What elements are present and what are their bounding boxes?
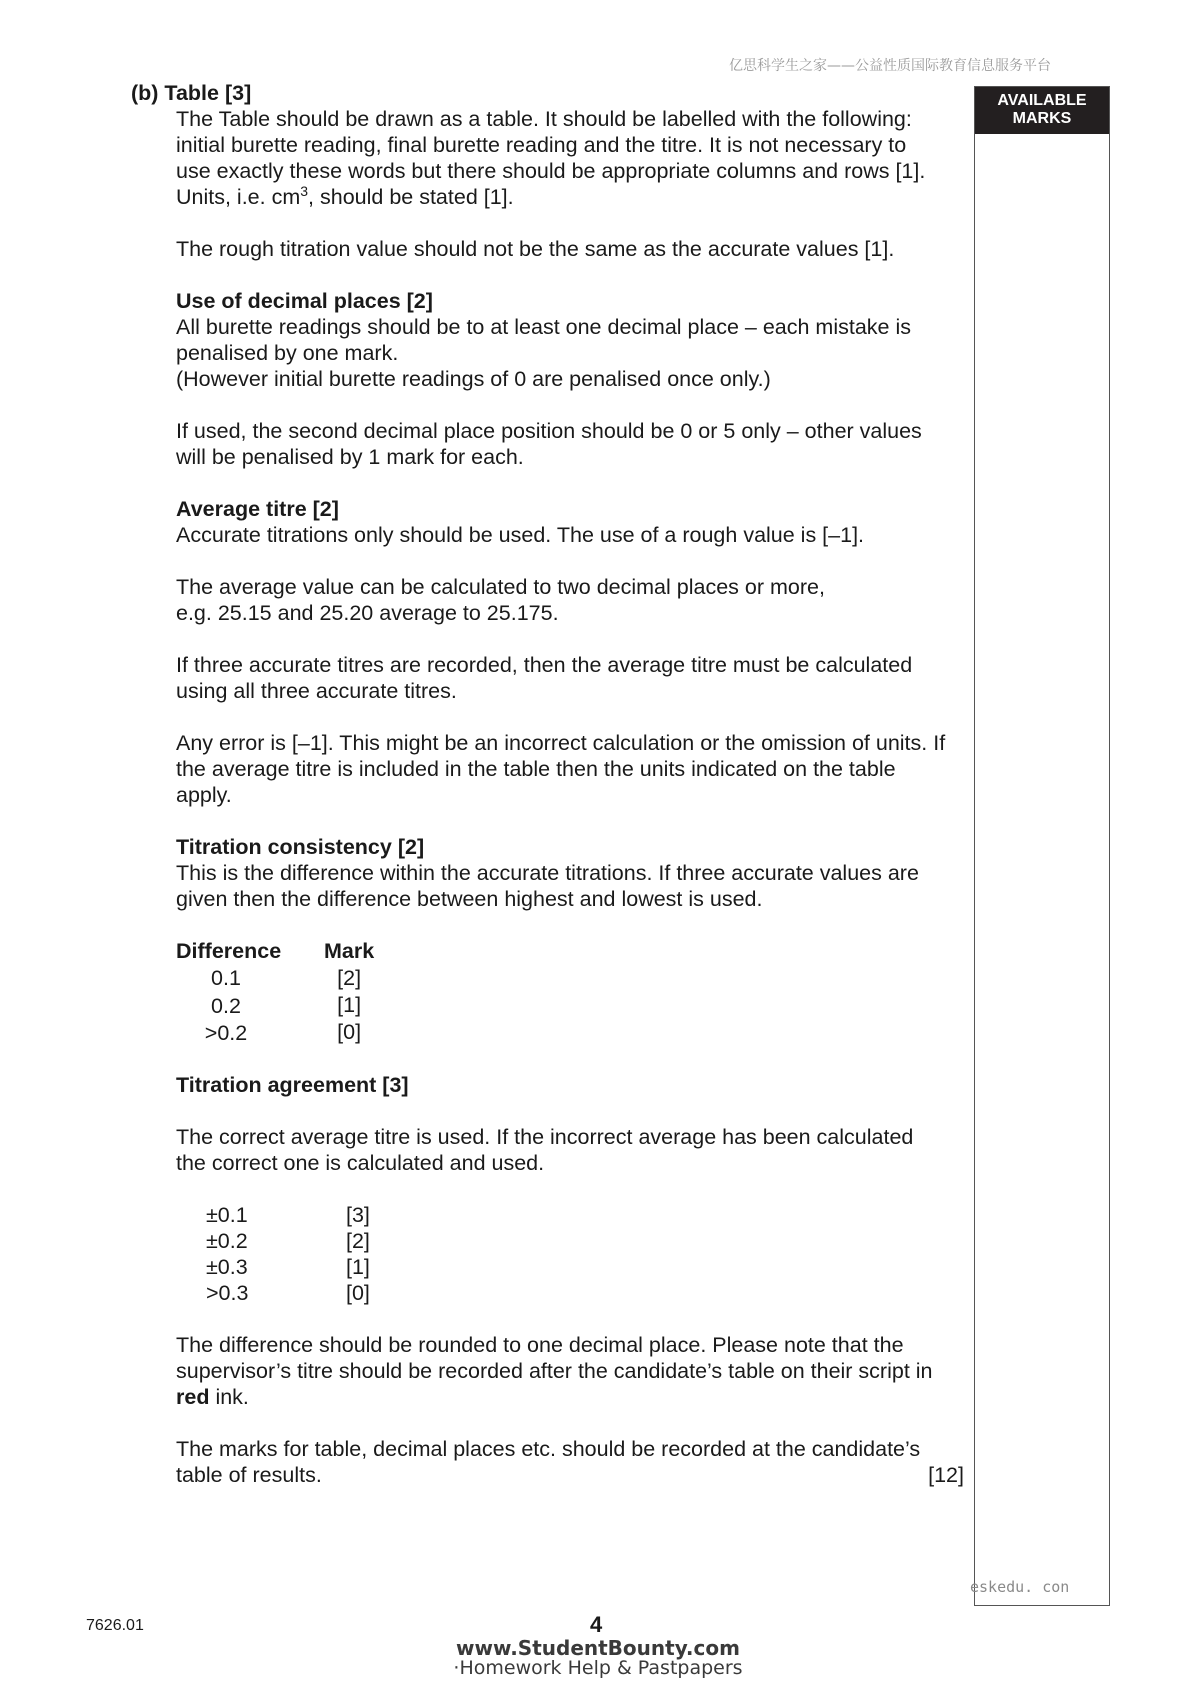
difference-cell: >0.2 <box>204 1020 248 1045</box>
table-row <box>176 1019 374 1046</box>
second-decimal-paragraph: If used, the second decimal place position should be 0 or 5 only – other values will be penalised by 1 mark for each. <box>176 419 922 469</box>
record-marks-paragraph: The marks for table, decimal places etc. should be recorded at the candidate’s table of results. [12] <box>176 1436 964 1487</box>
consistency-table <box>176 938 374 1046</box>
difference-cell: 0.2 <box>211 993 241 1018</box>
mark-cell: [3] <box>346 1202 370 1227</box>
consistency-description: This is the difference within the accurate titrations. If three accurate values are given then the difference between highest and lowest is used. <box>176 861 919 911</box>
studentbounty-logo <box>448 1638 748 1678</box>
table-row <box>206 1280 370 1306</box>
range-cell: ±0.3 <box>206 1254 248 1279</box>
table-row <box>176 964 374 991</box>
decimal-places-line2: (However initial burette readings of 0 are penalised once only.) <box>176 367 771 391</box>
table-row <box>176 991 374 1018</box>
mark-cell: [0] <box>346 1280 370 1305</box>
agreement-table <box>206 1202 370 1306</box>
table-row <box>206 1228 370 1254</box>
consistency-heading: Titration consistency [2] <box>176 835 425 859</box>
table-row <box>206 1254 370 1280</box>
table-row <box>206 1202 370 1228</box>
logo-tagline: ·Homework Help & Pastpapers <box>453 1657 743 1679</box>
decimal-places-line1: All burette readings should be to at least one decimal place – each mistake is penalised by one mark. <box>176 315 912 365</box>
mark-cell: [2] <box>337 965 362 990</box>
three-titres-paragraph: If three accurate titres are recorded, then the average titre must be calculated using all three accurate titres. <box>176 653 913 703</box>
mark-column-header: Mark <box>324 939 375 963</box>
paper-code: 7626.01 <box>86 1617 144 1634</box>
table-requirements-paragraph: The Table should be drawn as a table. It should be labelled with the following: initial burette reading, final burette reading and the titre. It is not necessary to use exactly these words but there should be appropriate columns and rows [1]. Units, i.e. $cm^3$, should be stated [1]. <box>176 107 926 209</box>
available-marks-label: AVAILABLE <box>997 92 1087 109</box>
page-number: 4 <box>590 1612 603 1637</box>
range-cell: ±0.2 <box>206 1228 248 1253</box>
mark-cell: [0] <box>337 1020 362 1045</box>
section-heading: (b) Table [3] <box>131 81 252 105</box>
range-cell: ±0.1 <box>206 1202 248 1227</box>
average-titre-line1: Accurate titrations only should be used. The use of a rough value is [–1]. <box>176 523 865 547</box>
available-marks-header <box>975 87 1109 134</box>
average-titre-heading: Average titre [2] <box>176 497 339 521</box>
mark-cell: [2] <box>346 1228 370 1253</box>
logo-url: www.StudentBounty.com <box>456 1636 740 1660</box>
difference-cell: 0.1 <box>211 966 241 991</box>
marks-label: MARKS <box>1012 110 1072 127</box>
total-mark: [12] <box>928 1462 964 1487</box>
rough-titration-paragraph: The rough titration value should not be the same as the accurate values [1]. <box>176 237 895 261</box>
watermark-header: 亿思科学生之家——公益性质国际教育信息服务平台 <box>729 58 1051 74</box>
agreement-heading: Titration agreement [3] <box>176 1072 409 1097</box>
difference-column-header: Difference <box>176 939 282 963</box>
mark-cell: [1] <box>346 1254 370 1279</box>
range-cell: >0.3 <box>206 1280 249 1305</box>
watermark-side: eskedu. con <box>970 1578 1070 1596</box>
decimal-places-heading: Use of decimal places [2] <box>176 289 433 313</box>
average-value-paragraph: The average value can be calculated to two decimal places or more, e.g. 25.15 and 25.20 average to 25.175. <box>176 575 825 625</box>
correct-average-paragraph: The correct average titre is used. If the incorrect average has been calculated the correct one is calculated and used. <box>176 1124 914 1175</box>
available-marks-column <box>974 86 1110 1606</box>
mark-cell: [1] <box>337 992 362 1017</box>
marking-scheme-content <box>176 80 964 1514</box>
any-error-paragraph: Any error is [–1]. This might be an incorrect calculation or the omission of units. If the average titre is included in the table then the units indicated on the table apply. <box>176 731 946 807</box>
rounding-paragraph: The difference should be rounded to one decimal place. Please note that the supervisor’s titre should be recorded after the candidate’s table on their script in red ink. <box>176 1332 933 1409</box>
